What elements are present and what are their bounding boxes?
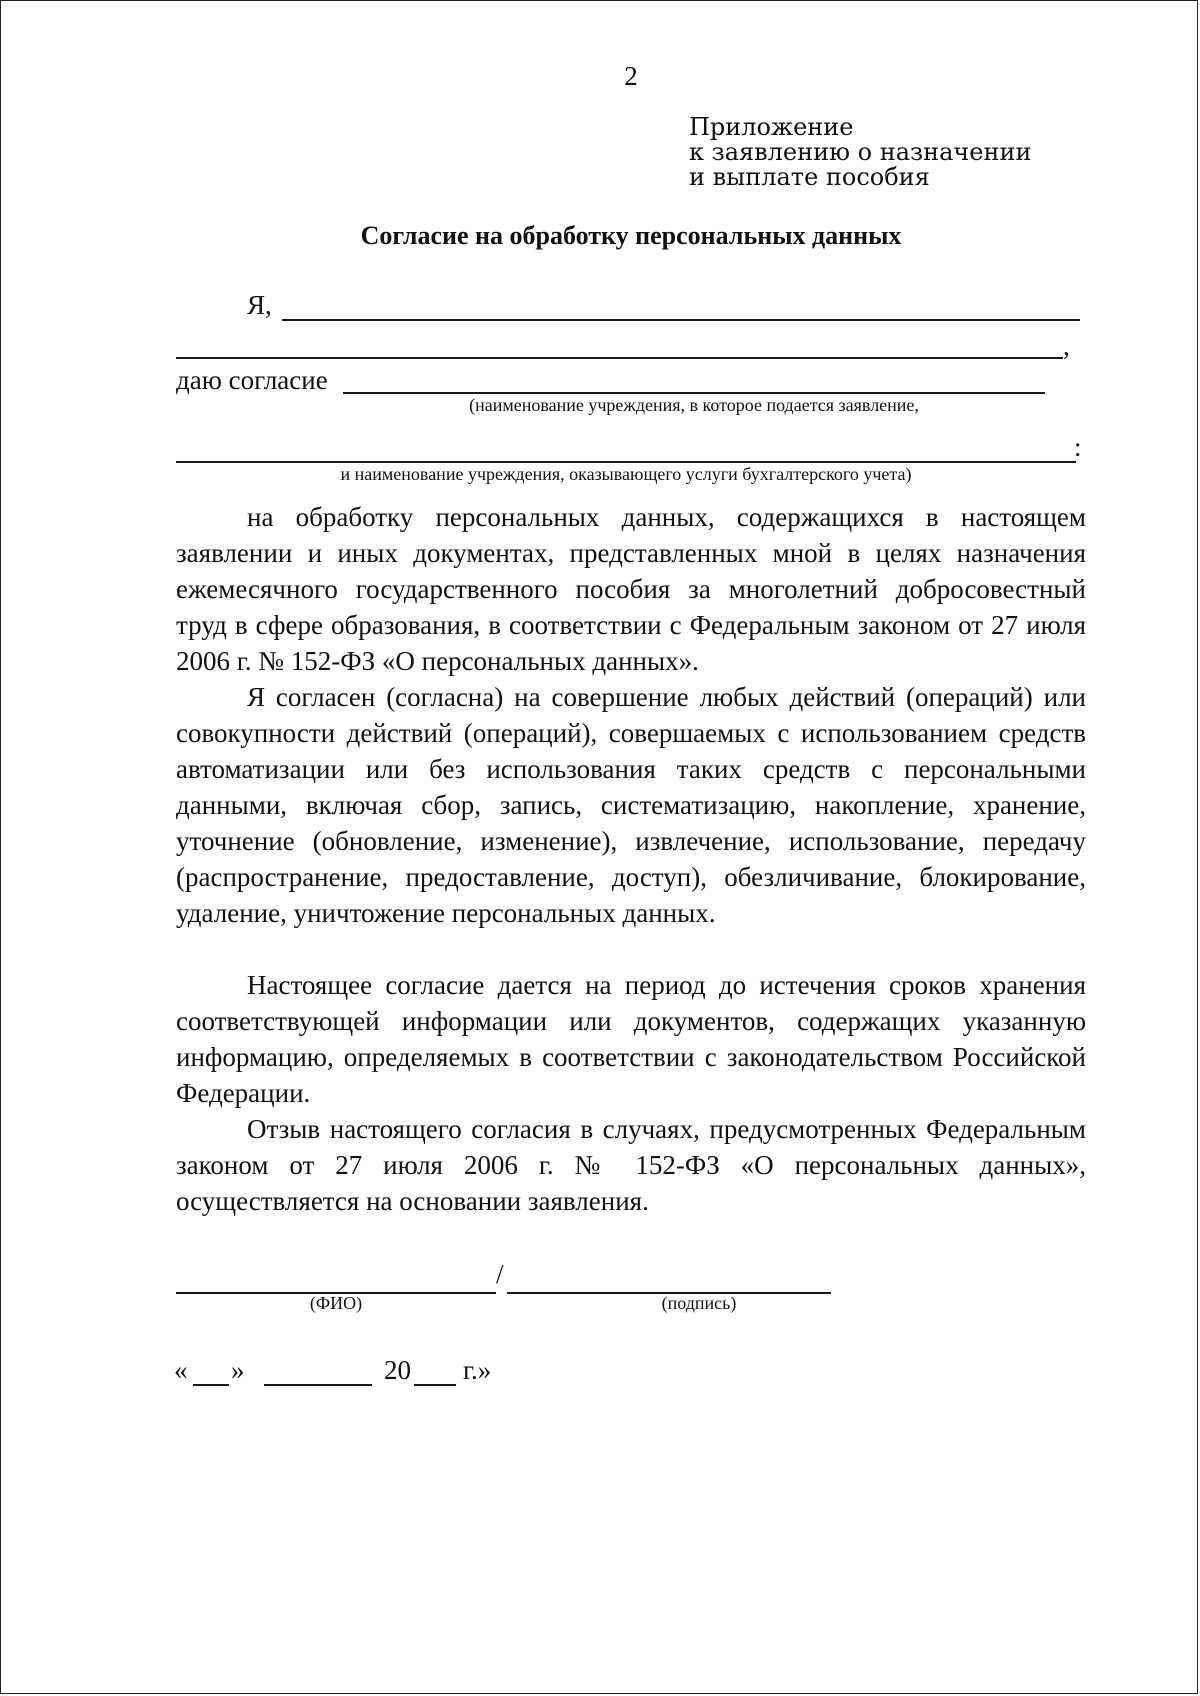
name-field-line-2[interactable] [176, 357, 1063, 359]
document-title: Согласие на обработку персональных данных [360, 221, 902, 250]
institution-field-line-1[interactable] [343, 392, 1045, 394]
date-close-quote: » [231, 1355, 245, 1385]
date-year-suffix: г.» [463, 1355, 492, 1385]
page-number: 2 [624, 61, 638, 91]
signature-slash: / [496, 1259, 504, 1289]
name-field-line-1[interactable] [282, 319, 1080, 321]
institution-field-line-2[interactable] [176, 461, 1076, 463]
appendix-note [689, 115, 1031, 190]
year-field-line[interactable] [414, 1384, 456, 1386]
signature-caption: (подпись) [661, 1293, 737, 1313]
institution-caption: (наименование учреждения, в которое подается заявление, [469, 395, 919, 415]
month-field-line[interactable] [264, 1384, 372, 1386]
paragraph-2: Я согласен (согласна) на совершение любых действий (операций) или совокупности действий (операций), совершаемых с использованием средств автоматизации или без использования таких средств с персональными данными, включая сбор, запись, систематизацию, накопление, хранение, уточнение (обновление, изменение), извлечение, использование, передачу (распространение, предоставление, доступ), обезличивание, блокирование, удаление, уничтожение персональных данных. [176, 682, 1086, 928]
comma-mark: , [1063, 331, 1070, 361]
paragraph-4: Отзыв настоящего согласия в случаях, предусмотренных Федеральным законом от 27 июля 2006 г. № 152-ФЗ «О персональных данных», осуществляется на основании заявления. [176, 1114, 1086, 1216]
fio-caption: (ФИО) [309, 1293, 363, 1313]
paragraph-1: на обработку персональных данных, содержащихся в настоящем заявлении и иных документах, представленных мной в целях назначения ежемесячного государственного пособия за многолетний добросовестный труд в сфере образования, в соответствии с Федеральным законом от 27 июля 2006 г. № 152-ФЗ «О персональных данных». [176, 502, 1086, 676]
date-century: 20 [384, 1355, 411, 1385]
consent-label: даю согласие [176, 365, 328, 395]
day-field-line[interactable] [193, 1384, 229, 1386]
accounting-caption: и наименование учреждения, оказывающего услуги бухгалтерского учета) [340, 464, 912, 484]
appendix-line-3: и выплате пособия [689, 163, 930, 191]
appendix-line-1: Приложение [689, 113, 854, 141]
colon-mark: : [1074, 432, 1082, 462]
date-open-quote: « [174, 1355, 188, 1385]
paragraph-3: Настоящее согласие дается на период до истечения сроков хранения соответствующей информации или документов, содержащих указанную информацию, определяемых в соответствии с законодательством Российской Федерации. [176, 970, 1086, 1108]
appendix-line-2: к заявлению о назначении [689, 138, 1032, 166]
i-label: Я, [247, 290, 272, 320]
